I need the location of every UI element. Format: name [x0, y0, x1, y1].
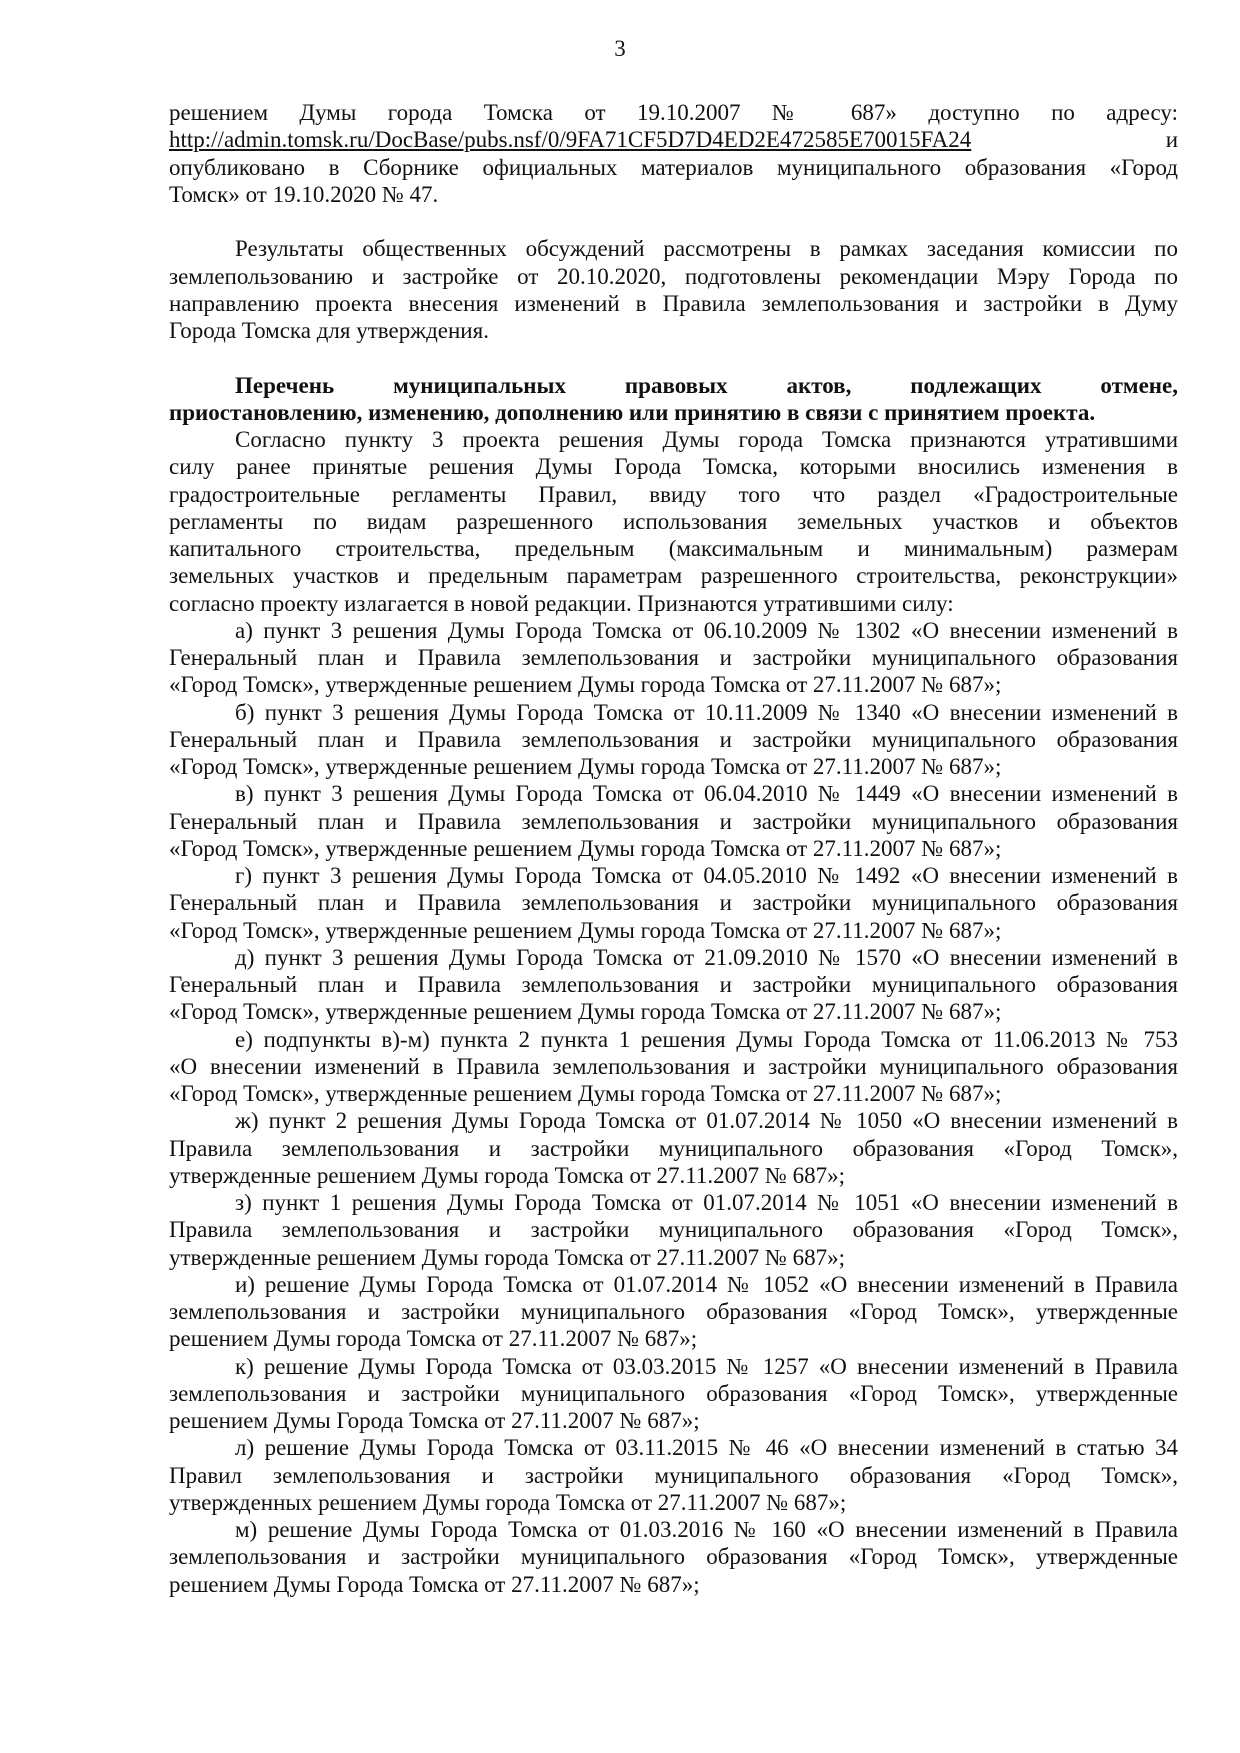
text-line: решением Думы города Томска от 19.10.2007 № 687» доступно по адресу: [169, 100, 1178, 125]
text-line: к) решение Думы Города Томска от 03.03.2015 № 1257 «О внесении изменений в Правила [235, 1353, 1178, 1379]
text-line: Правила землепользования и застройки муниципального образования «Город Томск», [169, 1217, 1178, 1243]
text-line: решением Думы Города Томска от 27.11.2007 № 687»; [169, 1571, 700, 1597]
text-line: «О внесении изменений в Правила землепользования и застройки муниципального образования [169, 1053, 1178, 1079]
text-line: а) пункт 3 решения Думы Города Томска от 06.10.2009 № 1302 «О внесении изменений в [235, 617, 1178, 643]
text-line: Перечень муниципальных правовых актов, подлежащих отмене, [235, 372, 1178, 398]
text-line: «Город Томск», утвержденные решением Думы города Томска от 27.11.2007 № 687»; [169, 835, 1002, 861]
text-line: согласно проекту излагается в новой редакции. Признаются утратившими силу: [169, 590, 954, 616]
text-line: Согласно пункту 3 проекта решения Думы города Томска признаются утратившими [235, 427, 1178, 452]
text-line: г) пункт 3 решения Думы Города Томска от 04.05.2010 № 1492 «О внесении изменений в [235, 863, 1178, 888]
text-line: «Город Томск», утвержденные решением Думы города Томска от 27.11.2007 № 687»; [169, 754, 1002, 779]
text-line: приостановлению, изменению, дополнению или принятию в связи с принятием проекта. [169, 399, 1096, 425]
text-line: д) пункт 3 решения Думы Города Томска от 21.09.2010 № 1570 «О внесении изменений в [235, 944, 1178, 970]
text-line: и) решение Думы Города Томска от 01.07.2014 № 1052 «О внесении изменений в Правила [235, 1271, 1178, 1297]
text-line: Генеральный план и Правила землепользования и застройки муниципального образования [169, 808, 1178, 834]
text-line: решением Думы города Томска от 27.11.2007 № 687»; [169, 1326, 698, 1352]
section-heading [169, 372, 1178, 427]
conjunction-text: и [1165, 127, 1178, 153]
text-line: «Город Томск», утвержденные решением Думы города Томска от 27.11.2007 № 687»; [169, 917, 1002, 943]
paragraph [169, 1026, 1178, 1108]
text-line: в) пункт 3 решения Думы Города Томска от 06.04.2010 № 1449 «О внесении изменений в [235, 781, 1178, 807]
text-line: опубликовано в Сборнике официальных материалов муниципального образования «Город [169, 154, 1178, 180]
text-line: решением Думы Города Томска от 27.11.2007 № 687»; [169, 1408, 700, 1433]
text-line: градостроительные регламенты Правил, ввиду того что раздел «Градостроительные [169, 481, 1178, 507]
paragraph [169, 944, 1178, 1026]
document-link[interactable]: http://admin.tomsk.ru/DocBase/pubs.nsf/0/9FA71CF5D7D4ED2E472585E70015FA24 [169, 127, 972, 153]
text-line: Генеральный план и Правила землепользования и застройки муниципального образования [169, 972, 1178, 997]
text-line: земельных участков и предельным параметрам разрешенного строительства, реконструкции» [169, 563, 1178, 589]
text-line: Генеральный план и Правила землепользования и застройки муниципального образования [169, 890, 1178, 916]
text-line: Правила землепользования и застройки муниципального образования «Город Томск», [169, 1135, 1178, 1161]
text-line: землепользованию и застройке от 20.10.2020, подготовлены рекомендации Мэру Города по [169, 263, 1178, 289]
paragraph [169, 235, 1178, 344]
paragraph [169, 1271, 1178, 1353]
text-line: землепользования и застройки муниципального образования «Город Томск», утвержденные [169, 1544, 1178, 1570]
text-line: утвержденных решением Думы города Томска от 27.11.2007 № 687»; [169, 1489, 847, 1515]
text-line: силу ранее принятые решения Думы Города Томска, которыми вносились изменения в [169, 454, 1178, 480]
text-line: «Город Томск», утвержденные решением Думы города Томска от 27.11.2007 № 687»; [169, 672, 1002, 698]
text-line: л) решение Думы Города Томска от 03.11.2015 № 46 «О внесении изменений в статью 34 [235, 1435, 1178, 1461]
paragraph [169, 780, 1178, 862]
text-line: регламенты по видам разрешенного использования земельных участков и объектов [169, 508, 1178, 534]
text-line: м) решение Думы Города Томска от 01.03.2016 № 160 «О внесении изменений в Правила [235, 1517, 1178, 1542]
page-number: 3 [614, 36, 626, 61]
text-line [169, 126, 1178, 153]
text-line: «Город Томск», утвержденные решением Думы города Томска от 27.11.2007 № 687»; [169, 999, 1002, 1025]
text-line: Томск» от 19.10.2020 № 47. [169, 181, 439, 207]
text-line: землепользования и застройки муниципального образования «Город Томск», утвержденные [169, 1380, 1178, 1406]
text-line: Правил землепользования и застройки муниципального образования «Город Томск», [169, 1462, 1178, 1488]
paragraph [169, 426, 1178, 617]
paragraph [169, 1516, 1178, 1598]
text-line: направлению проекта внесения изменений в Правила землепользования и застройки в Думу [169, 290, 1178, 316]
paragraph [169, 1107, 1178, 1189]
text-line: капитального строительства, предельным (максимальным и минимальным) размерам [169, 536, 1178, 561]
text-line: землепользования и застройки муниципального образования «Город Томск», утвержденные [169, 1299, 1178, 1324]
text-line: Результаты общественных обсуждений рассмотрены в рамках заседания комиссии по [235, 236, 1178, 262]
paragraph [169, 1434, 1178, 1516]
text-line: б) пункт 3 решения Думы Города Томска от 10.11.2009 № 1340 «О внесении изменений в [235, 699, 1178, 725]
paragraph [169, 617, 1178, 699]
text-line: «Город Томск», утвержденные решением Думы города Томска от 27.11.2007 № 687»; [169, 1081, 1002, 1106]
paragraph [169, 1189, 1178, 1271]
paragraph [169, 1353, 1178, 1435]
text-line: Генеральный план и Правила землепользования и застройки муниципального образования [169, 645, 1178, 670]
paragraph [169, 862, 1178, 944]
text-line: Города Томска для утверждения. [169, 318, 489, 343]
document-body [169, 99, 1178, 1598]
text-line: утвержденные решением Думы города Томска от 27.11.2007 № 687»; [169, 1162, 845, 1188]
text-line: утвержденные решением Думы города Томска от 27.11.2007 № 687»; [169, 1244, 845, 1270]
text-line: е) подпункты в)-м) пункта 2 пункта 1 решения Думы Города Томска от 11.06.2013 № 753 [235, 1026, 1178, 1052]
text-line: ж) пункт 2 решения Думы Города Томска от 01.07.2014 № 1050 «О внесении изменений в [235, 1108, 1178, 1134]
text-line: Генеральный план и Правила землепользования и застройки муниципального образования [169, 726, 1178, 752]
paragraph [169, 699, 1178, 781]
text-line: з) пункт 1 решения Думы Города Томска от 01.07.2014 № 1051 «О внесении изменений в [235, 1190, 1178, 1215]
paragraph [169, 99, 1178, 208]
